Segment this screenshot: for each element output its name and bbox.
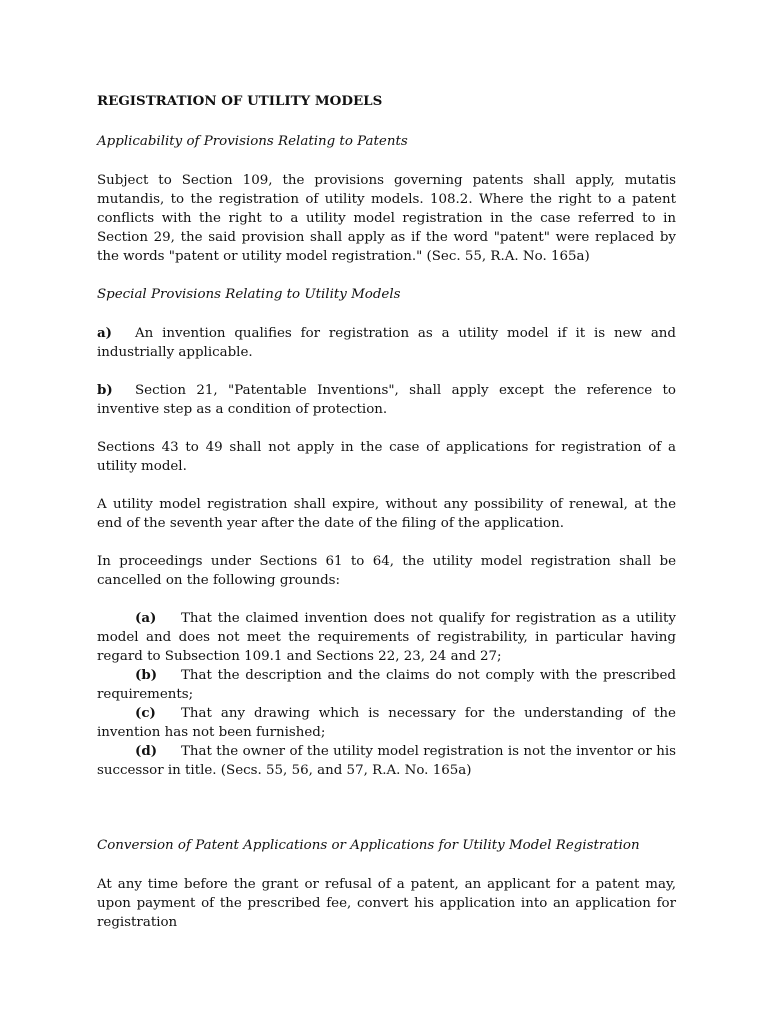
document-title: REGISTRATION OF UTILITY MODELS [97,93,383,109]
ground-text-b: That the description and the claims do not comply with the prescribed requirements; [97,668,676,702]
paragraph-expiry: A utility model registration shall expire, without any possibility of renewal, at the end of the seventh year after the date of the filing of the application. [97,497,676,531]
ground-item-c [97,704,676,742]
paragraph-sections-not-apply: Sections 43 to 49 shall not apply in the case of applications for registration of a utility model. [97,440,676,474]
ground-label-c: (c) [135,705,156,721]
provision-item-b [97,381,676,419]
section-heading-conversion: Conversion of Patent Applications or Applications for Utility Model Registration [97,838,640,853]
paragraph-cancellation-intro: In proceedings under Sections 61 to 64, the utility model registration shall be cancelled on the following grounds: [97,554,676,588]
ground-item-d [97,742,676,780]
provision-label-a: a) [97,325,113,341]
provision-item-a [97,324,676,362]
ground-text-a: That the claimed invention does not qualify for registration as a utility model and does not meet the requirements of registrability, in particular having regard to Subsection 109.1 and Sections 22, 23, 24 and 27; [97,611,676,664]
ground-text-c: That any drawing which is necessary for the understanding of the invention has not been furnished; [97,706,676,740]
paragraph-conversion: At any time before the grant or refusal of a patent, an applicant for a patent may, upon payment of the prescribed fee, convert his application into an application for registration [97,877,676,930]
provision-text-a: An invention qualifies for registration as a utility model if it is new and industrially applicable. [97,326,676,360]
paragraph-applicability: Subject to Section 109, the provisions governing patents shall apply, mutatis mutandis, to the registration of utility models. 108.2. Where the right to a patent conflicts with the right to a utility model registration in the case referred to in Section 29, the said provision shall apply as if the word "patent" were replaced by the words "patent or utility model registration." (Sec. 55, R.A. No. 165a) [97,173,676,264]
ground-label-d: (d) [135,743,158,759]
ground-item-a [97,609,676,666]
ground-label-a: (a) [135,610,157,626]
section-heading-applicability: Applicability of Provisions Relating to Patents [97,134,408,149]
provision-text-b: Section 21, "Patentable Inventions", shall apply except the reference to inventive step as a condition of protection. [97,383,676,417]
document-page [97,92,676,951]
ground-text-d: That the owner of the utility model registration is not the inventor or his successor in title. (Secs. 55, 56, and 57, R.A. No. 165a) [97,744,676,778]
section-heading-special-provisions: Special Provisions Relating to Utility Models [97,287,401,302]
ground-label-b: (b) [135,667,158,683]
provision-label-b: b) [97,382,113,398]
ground-item-b [97,666,676,704]
cancellation-grounds-list [97,609,676,780]
